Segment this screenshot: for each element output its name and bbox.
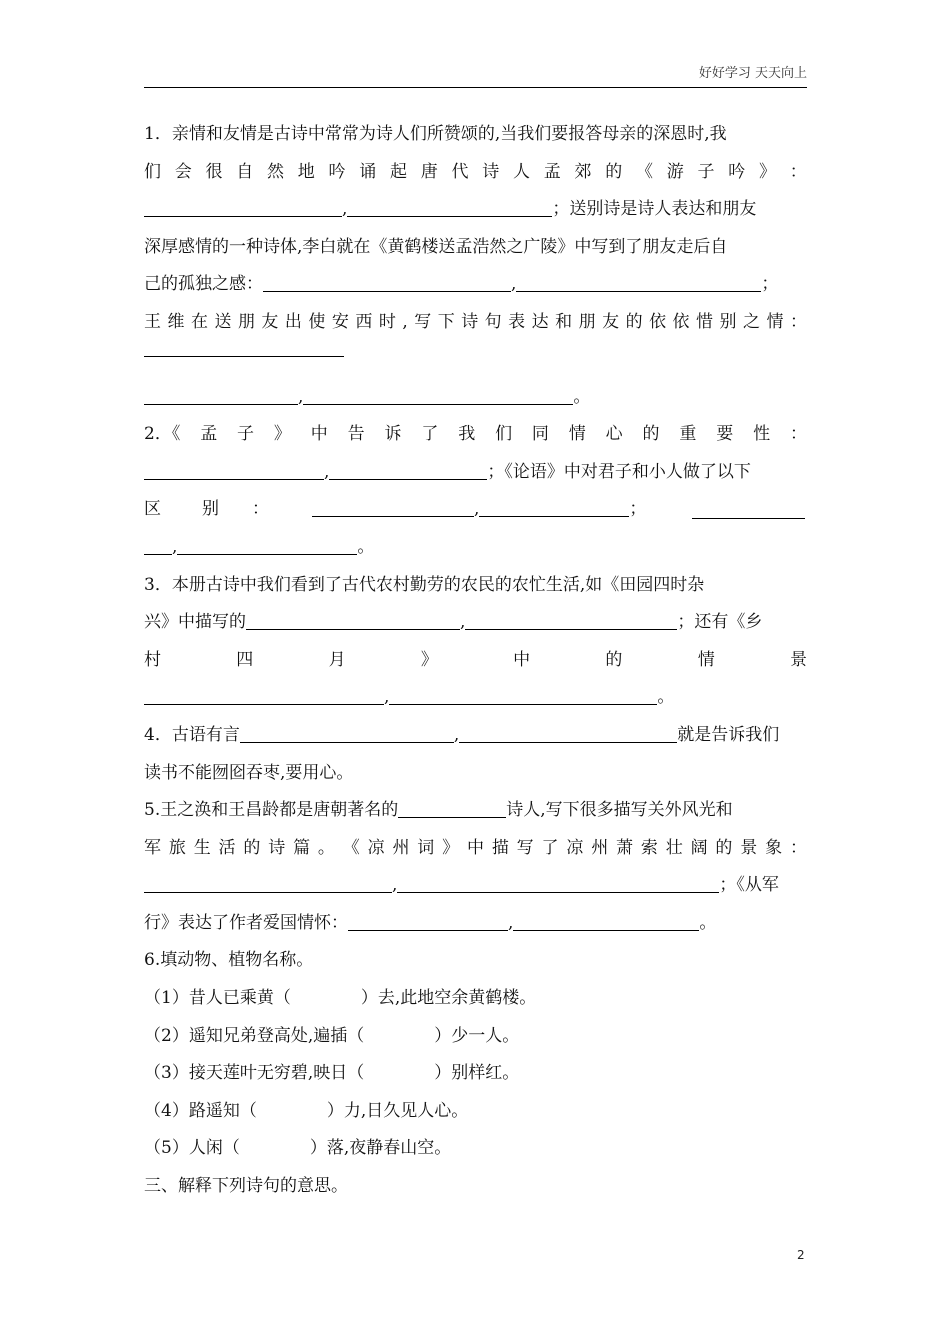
answer-blank[interactable] [312, 498, 474, 517]
answer-blank[interactable] [144, 356, 344, 357]
q2-line-2: , ；《论语》中对君子和小人做了以下 [144, 454, 807, 492]
page-number: 2 [797, 1248, 805, 1262]
answer-blank[interactable] [144, 386, 298, 405]
answer-blank[interactable] [465, 611, 677, 630]
answer-blank[interactable] [144, 461, 324, 480]
q5-line-2: 军 旅 生 活 的 诗 篇 。 《 凉 州 词 》 中 描 写 了 凉 州 萧 索 壮 阔 的 景 象 ： [144, 837, 807, 858]
q5-line-1: 5.王之涣和王昌龄都是唐朝著名的 诗人,写下很多描写关外风光和 [144, 800, 733, 821]
q1-line-5: 己的孤独之感： , ； [144, 274, 779, 295]
q2-line-3: 区 别 ： , ； [144, 491, 807, 529]
answer-blank[interactable] [144, 198, 342, 217]
q6-item-1: （1）昔人已乘黄（ ）去,此地空余黄鹤楼。 [144, 988, 537, 1009]
q2-line-1: 2．《 孟 子 》 中 告 诉 了 我 们 同 情 心 的 重 要 性 ： [144, 424, 807, 445]
answer-blank[interactable] [397, 874, 719, 893]
q1-line-4: 深厚感情的一种诗体,李白就在《黄鹤楼送孟浩然之广陵》中写到了朋友走后自 [144, 236, 728, 257]
answer-blank[interactable] [329, 461, 487, 480]
answer-blank[interactable] [240, 724, 454, 743]
q3-line-1: 3．本册古诗中我们看到了古代农村勤劳的农民的农忙生活,如《田园四时杂 [144, 574, 705, 595]
page-header: 好好学习 天天向上 [698, 66, 807, 81]
answer-blank[interactable] [246, 611, 460, 630]
q3-line-2: 兴》中描写的 , ；还有《乡 [144, 612, 763, 633]
answer-blank[interactable] [144, 686, 384, 705]
answer-blank[interactable] [177, 536, 357, 555]
q4-line-1: 4．古语有言 , 就是告诉我们 [144, 724, 780, 745]
answer-blank[interactable] [144, 874, 392, 893]
q6-title: 6.填动物、植物名称。 [144, 950, 314, 971]
answer-blank[interactable] [459, 724, 677, 743]
answer-blank[interactable] [144, 536, 172, 555]
q1-line-2: 们 会 很 自 然 地 吟 诵 起 唐 代 诗 人 孟 郊 的 《 游 子 吟 》 ： [144, 161, 807, 182]
header-divider [144, 87, 807, 88]
q3-line-3: 村 四 月 》 中 的 情 景 [144, 649, 807, 670]
q6-item-2: （2）遥知兄弟登高处,遍插（ ）少一人。 [144, 1025, 520, 1046]
answer-blank[interactable] [479, 498, 629, 517]
q4-line-2: 读书不能囫囵吞枣,要用心。 [144, 762, 354, 783]
q1-line-8: , 。 [144, 379, 807, 417]
answer-blank[interactable] [692, 500, 805, 519]
q3-line-4: , 。 [144, 679, 807, 717]
answer-blank[interactable] [347, 198, 552, 217]
answer-blank[interactable] [513, 912, 699, 931]
q6-item-3: （3）接天莲叶无穷碧,映日（ ）别样红。 [144, 1063, 520, 1084]
q1-line-3: , ；送别诗是诗人表达和朋友 [144, 191, 807, 229]
q1-line-6: 王 维 在 送 朋 友 出 使 安 西 时 , 写 下 诗 句 表 达 和 朋 友 的 依 依 惜 别 之 情 ： [144, 311, 807, 332]
q2-line-4: , 。 [144, 529, 807, 567]
q5-line-4: 行》表达了作者爱国情怀： , 。 [144, 912, 717, 933]
answer-blank[interactable] [516, 273, 761, 292]
q5-line-3: , ；《从军 [144, 867, 807, 905]
q6-item-4: （4）路遥知（ ）力,日久见人心。 [144, 1100, 469, 1121]
q6-item-5: （5）人闲（ ）落,夜静春山空。 [144, 1138, 452, 1159]
q1-line-1: 1．亲情和友情是古诗中常常为诗人们所赞颂的,当我们要报答母亲的深恩时,我 [144, 124, 727, 144]
answer-blank[interactable] [398, 799, 506, 818]
answer-blank[interactable] [263, 273, 511, 292]
answer-blank[interactable] [389, 686, 657, 705]
worksheet-content [144, 116, 807, 1206]
answer-blank[interactable] [303, 386, 573, 405]
answer-blank[interactable] [348, 912, 508, 931]
section-3-title: 三、解释下列诗句的意思。 [144, 1176, 348, 1197]
